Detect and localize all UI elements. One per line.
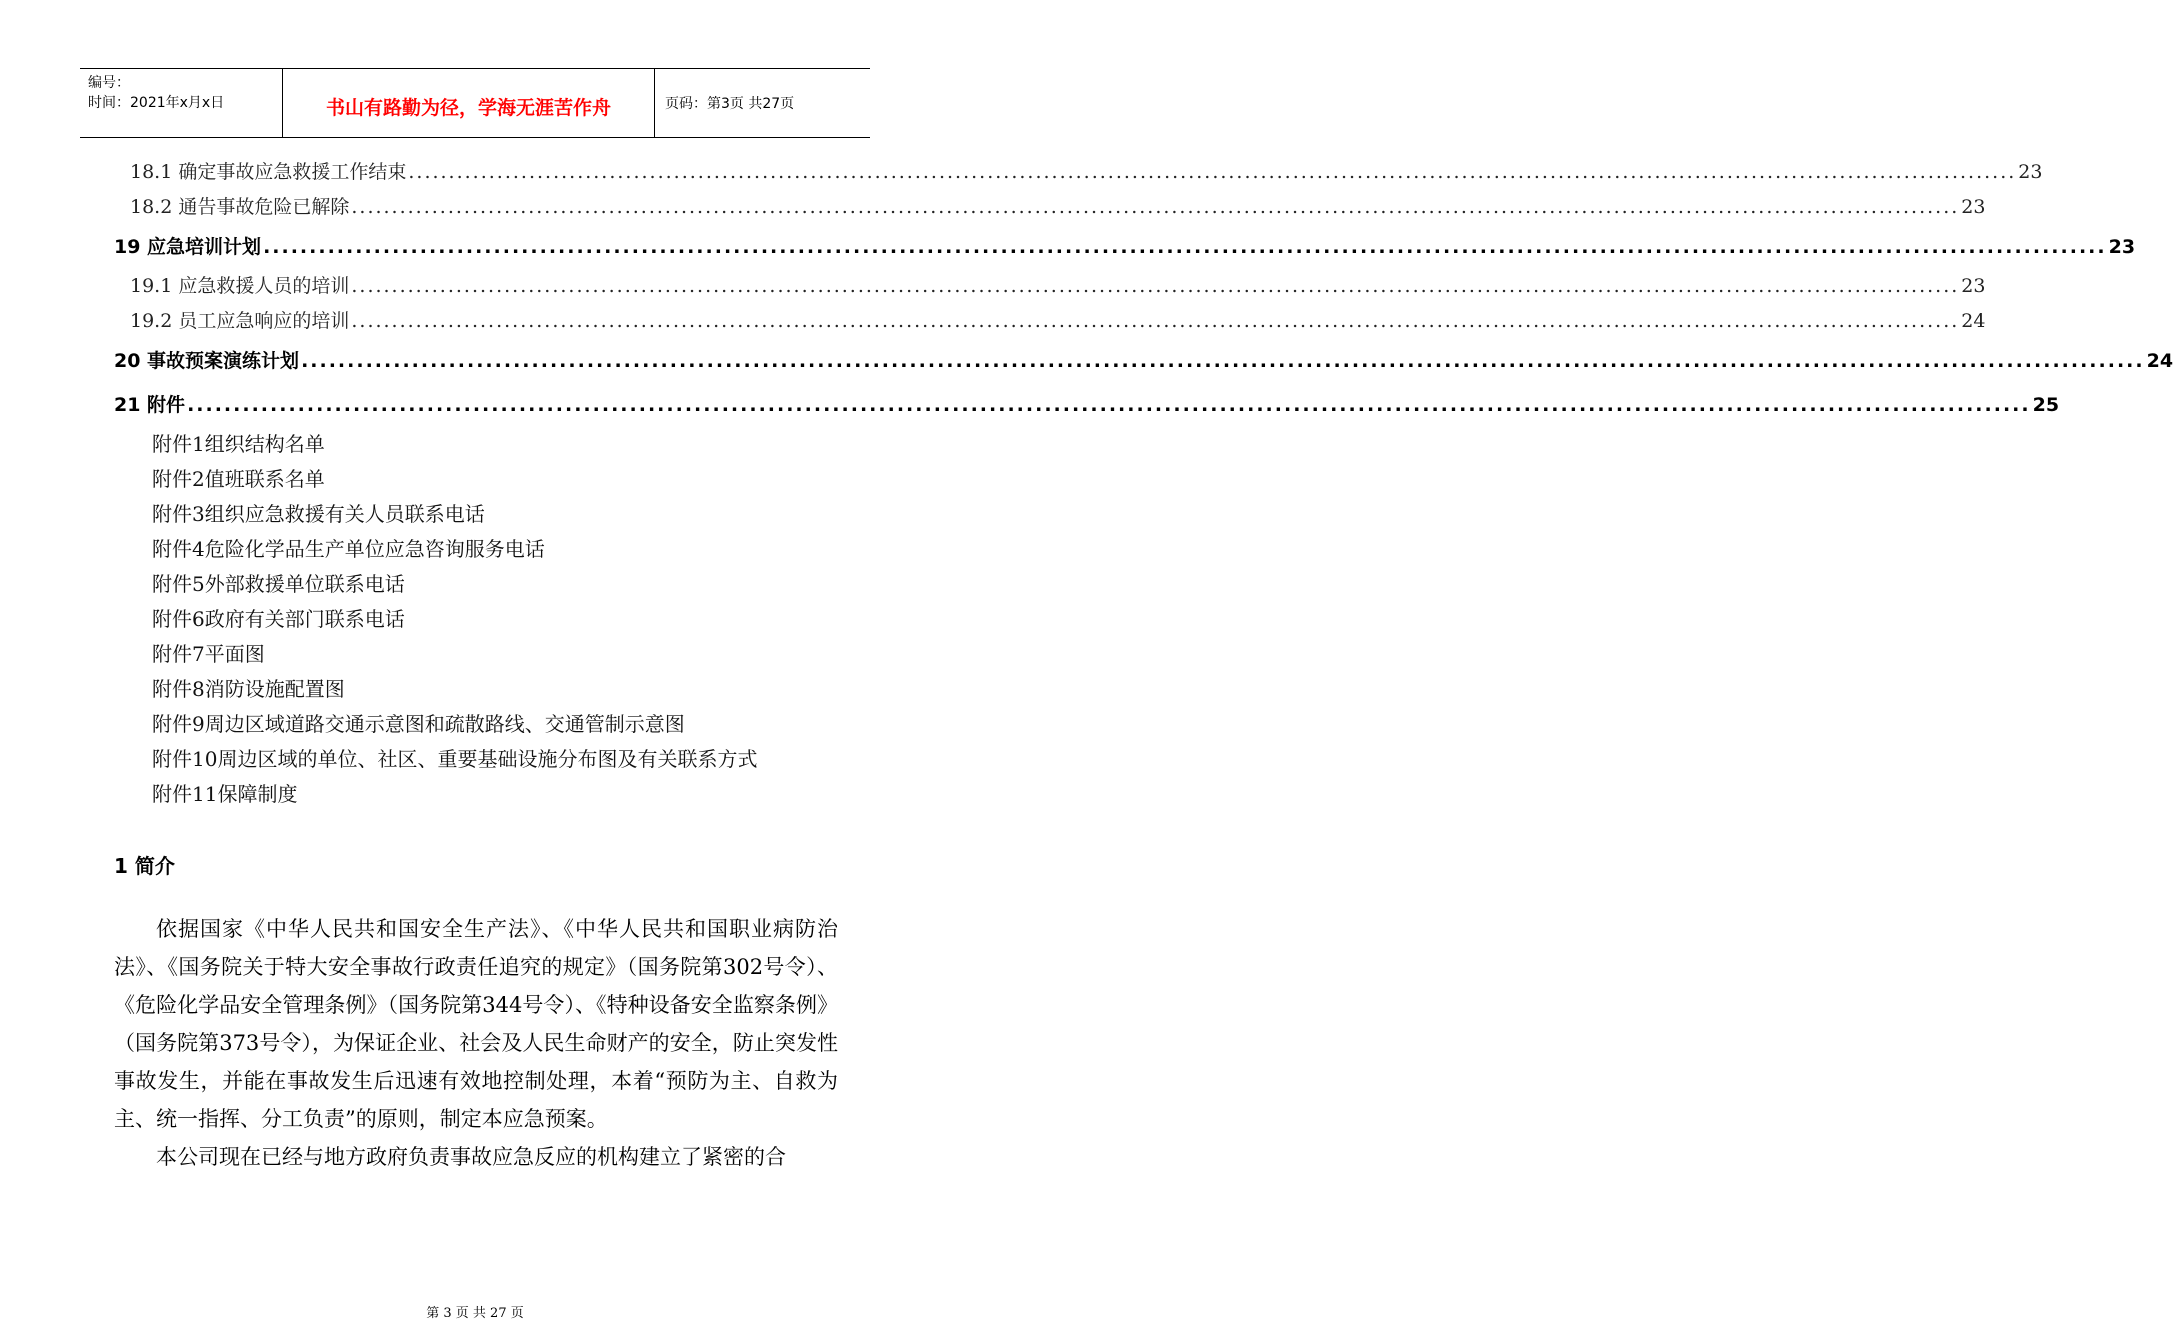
section-title: 1 简介 xyxy=(114,854,175,878)
page-footer: 第 3 页 共 27 页 xyxy=(426,1306,524,1321)
toc-entry-label: 19.2 员工应急响应的培训 xyxy=(130,310,350,332)
toc-entry-label: 20 事故预案演练计划 xyxy=(114,350,300,372)
attachment-item: 附件4危险化学品生产单位应急咨询服务电话 xyxy=(152,537,545,561)
header-motto: 书山有路勤为径，学海无涯苦作舟 xyxy=(325,96,611,119)
toc-dot-leader: ........................................................................................................................................................................................................ xyxy=(408,161,2017,183)
attachment-item: 附件10周边区域的单位、社区、重要基础设施分布图及有关联系方式 xyxy=(152,747,758,771)
attachment-item: 附件2值班联系名单 xyxy=(152,467,325,491)
toc-entry-page: 23 xyxy=(2018,161,2043,183)
attachment-item: 附件9周边区域道路交通示意图和疏散路线、交通管制示意图 xyxy=(152,712,685,736)
body-paragraph: 本公司现在已经与地方政府负责事故应急反应的机构建立了紧密的合 xyxy=(156,1145,786,1169)
toc-dot-leader: ........................................................................................................................................................................................................ xyxy=(263,236,2107,258)
table-of-contents xyxy=(114,155,2173,812)
toc-entry-label: 19 应急培训计划 xyxy=(114,236,262,258)
toc-entry[interactable] xyxy=(114,339,2173,383)
toc-entry-page: 23 xyxy=(1961,275,1986,297)
toc-entry-label: 21 附件 xyxy=(114,394,186,416)
toc-entry-label: 19.1 应急救援人员的培训 xyxy=(130,275,350,297)
toc-entry[interactable] xyxy=(114,383,2060,427)
toc-entry[interactable] xyxy=(114,304,1986,339)
attachment-item: 附件11保障制度 xyxy=(152,782,298,806)
attachment-item: 附件6政府有关部门联系电话 xyxy=(152,607,405,631)
toc-dot-leader: ........................................................................................................................................................................................................ xyxy=(351,196,1960,218)
doc-time: 时间：2021年x月x日 xyxy=(88,95,225,111)
toc-dot-leader: ........................................................................................................................................................................................................ xyxy=(351,275,1960,297)
toc-entry-page: 25 xyxy=(2032,394,2060,416)
attachment-item: 附件5外部救援单位联系电话 xyxy=(152,572,405,596)
toc-entry[interactable] xyxy=(114,155,2043,190)
toc-dot-leader: ........................................................................................................................................................................................................ xyxy=(351,310,1960,332)
attachment-item: 附件8消防设施配置图 xyxy=(152,677,345,701)
attachment-item: 附件1组织结构名单 xyxy=(152,432,325,456)
toc-entry[interactable] xyxy=(114,269,1986,304)
toc-dot-leader: ........................................................................................................................................................................................................ xyxy=(187,394,2031,416)
toc-entry-label: 18.1 确定事故应急救援工作结束 xyxy=(130,161,407,183)
header-motto-cell xyxy=(283,69,655,137)
attachment-item: 附件7平面图 xyxy=(152,642,265,666)
page-header xyxy=(80,68,870,138)
header-page-info: 页码：第3页 共27页 xyxy=(665,96,795,112)
header-meta xyxy=(80,69,283,137)
toc-entry-page: 24 xyxy=(1961,310,1986,332)
toc-dot-leader: ........................................................................................................................................................................................................ xyxy=(301,350,2145,372)
toc-entry[interactable] xyxy=(114,225,2136,269)
toc-entry-page: 23 xyxy=(2108,236,2136,258)
body-paragraph: 依据国家《中华人民共和国安全生产法》、《中华人民共和国职业病防治法》、《国务院关于特大安全事故行政责任追究的规定》（国务院第302号令）、《危险化学品安全管理条例》（国务院第344号令）、《特种设备安全监察条例》（国务院第373号令），为保证企业、社会及人民生命财产的安全，防止突发性事故发生，并能在事故发生后迅速有效地控制处理，本着“预防为主、自救为主、统一指挥、分工负责”的原则，制定本应急预案。 xyxy=(114,917,838,1131)
attachment-item: 附件3组织应急救援有关人员联系电话 xyxy=(152,502,485,526)
toc-entry-page: 23 xyxy=(1961,196,1986,218)
toc-entry-label: 18.2 通告事故危险已解除 xyxy=(130,196,350,218)
doc-code: 编号： xyxy=(88,75,130,91)
section-body xyxy=(114,910,838,1176)
header-page-info-cell xyxy=(655,69,870,137)
toc-entry[interactable] xyxy=(114,190,1986,225)
toc-entry-page: 24 xyxy=(2146,350,2173,372)
